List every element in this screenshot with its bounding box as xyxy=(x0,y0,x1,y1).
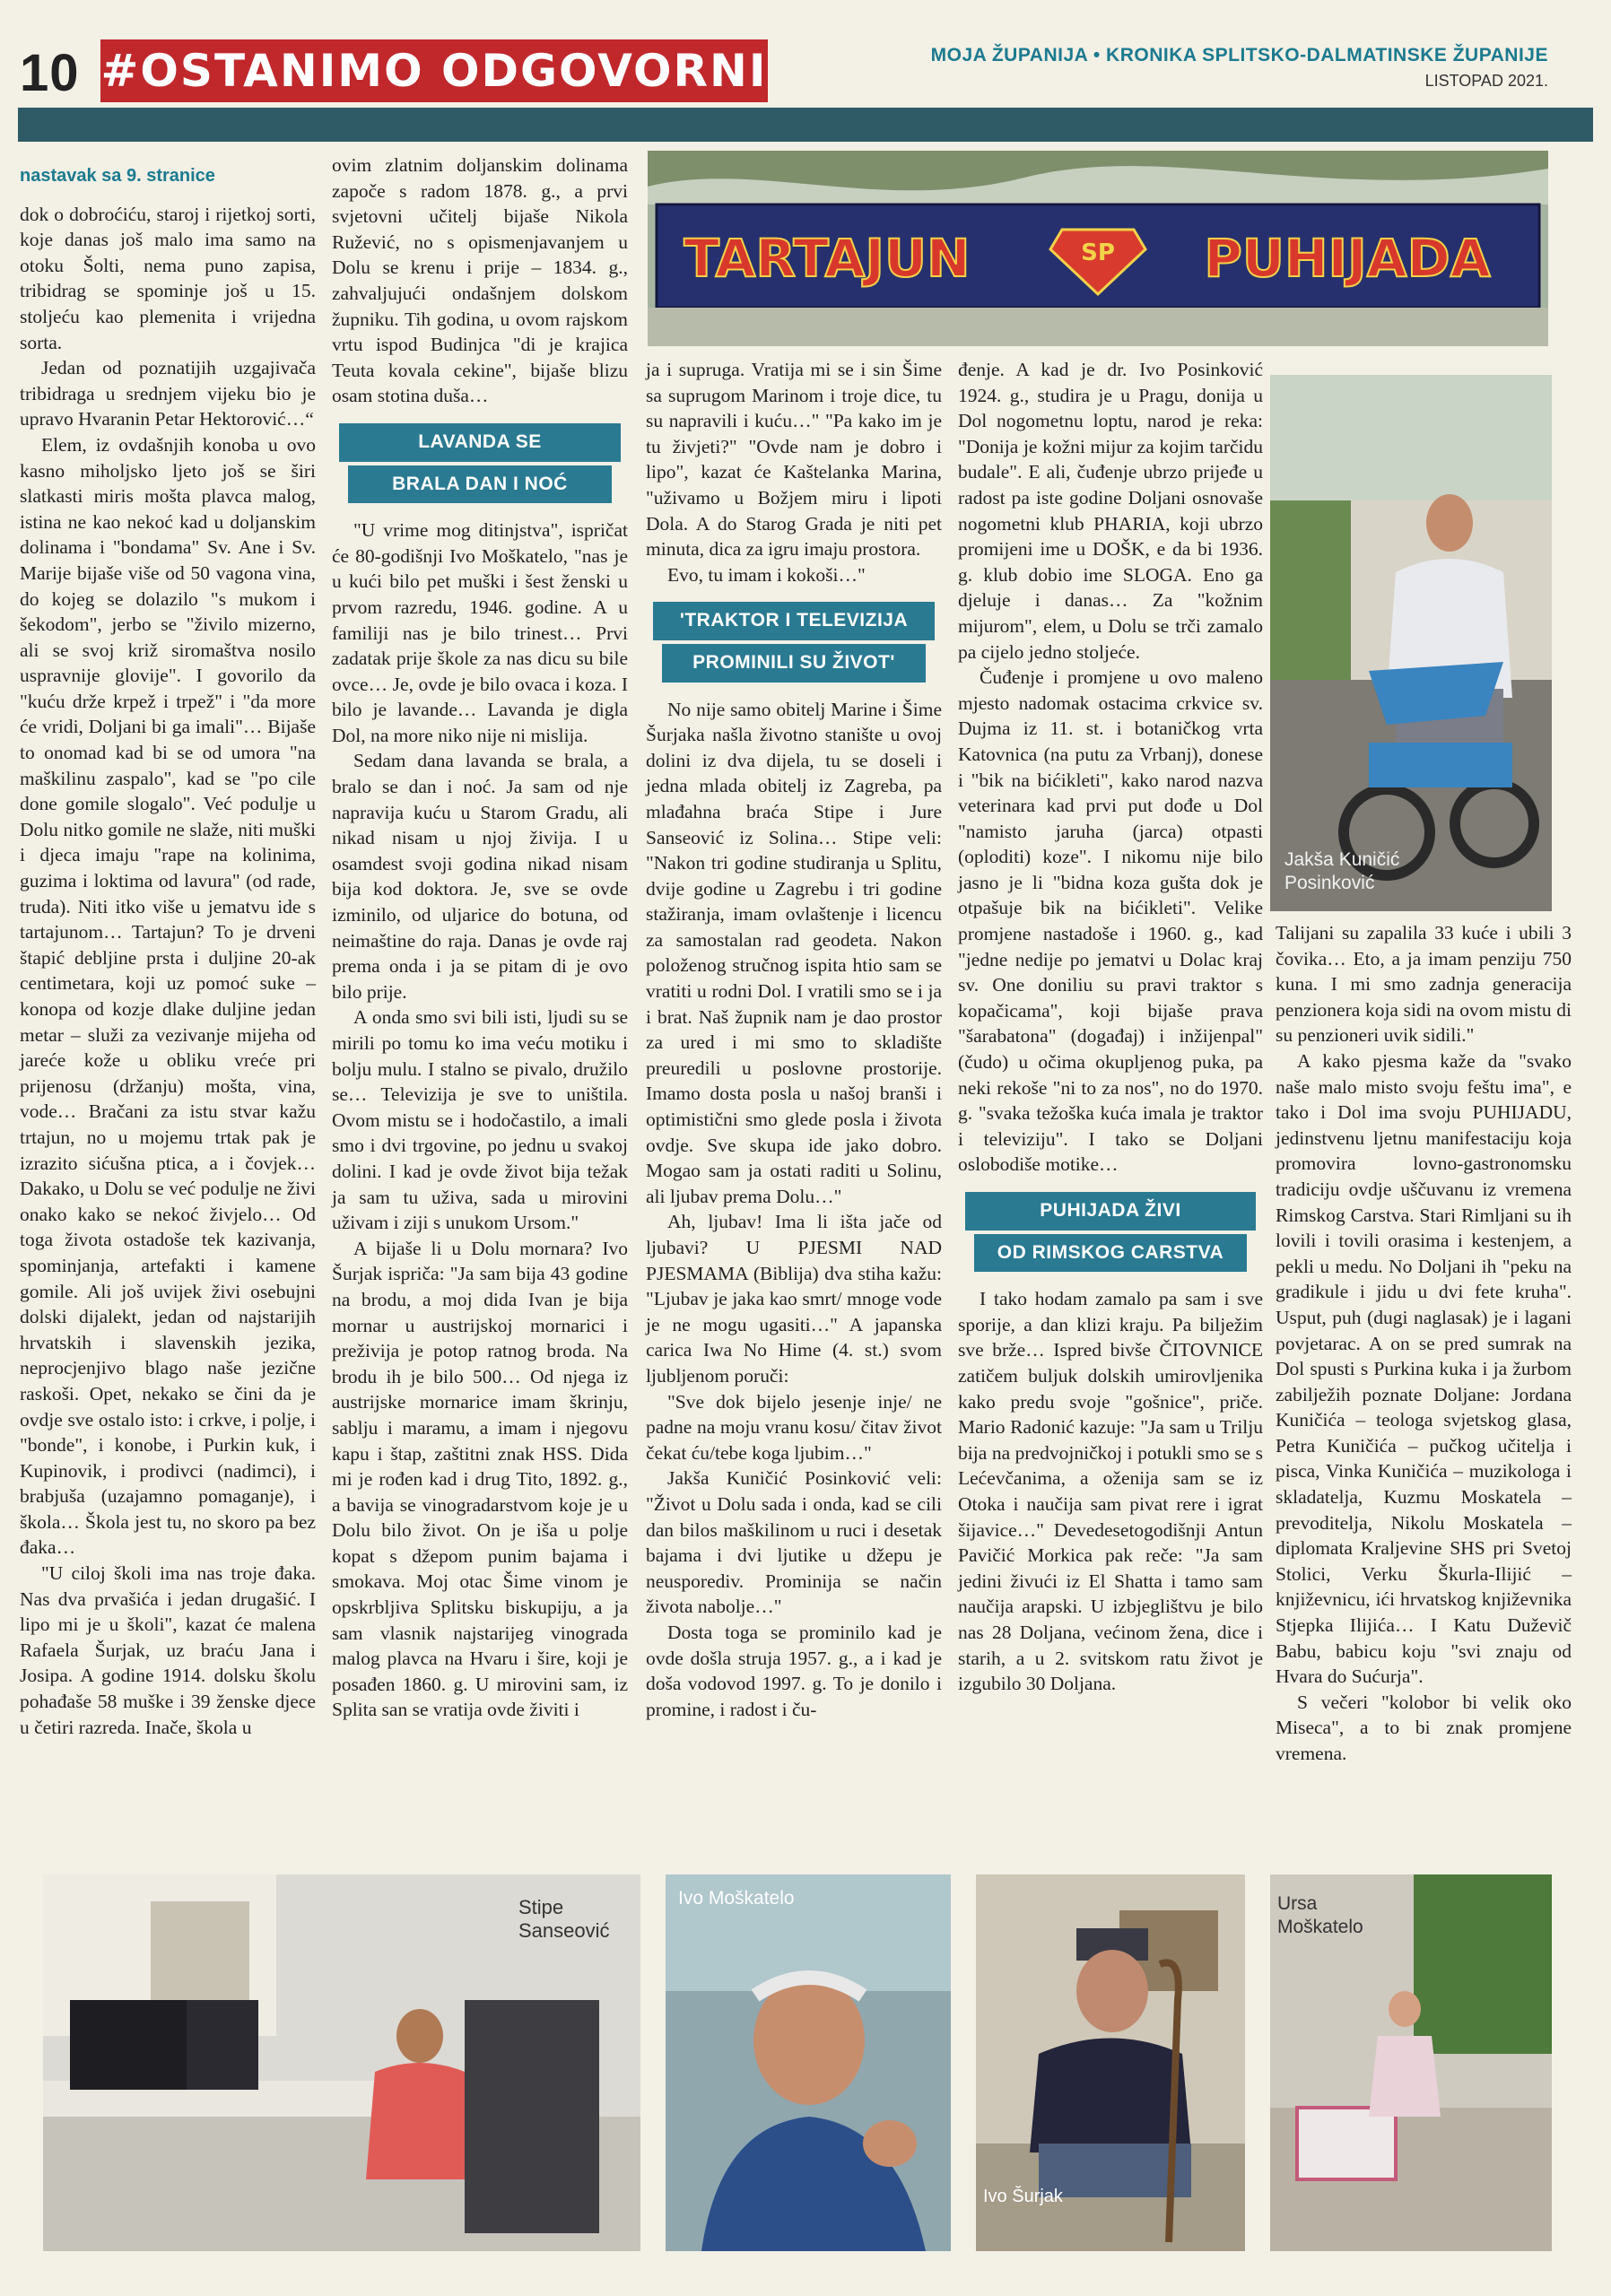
publication-name: MOJA ŽUPANIJA • KRONIKA SPLITSKO-DALMATINSKE ŽUPANIJE xyxy=(930,45,1548,65)
section-title: #OSTANIMO ODGOVORNI xyxy=(100,39,768,102)
subheading-line: OD RIMSKOG CARSTVA xyxy=(974,1234,1247,1273)
photo-caption: Jakša Kuničić Posinković xyxy=(1284,849,1400,893)
portrait-image xyxy=(666,1874,951,2251)
paragraph: "Sve dok bijelo jesenje inje/ ne padne na moju vranu kosu/ čitav život čekat ću/tebe koga ljubim…" xyxy=(646,1390,942,1464)
photo-caption: Ivo Šurjak xyxy=(983,2187,1063,2206)
subheading-puhijada xyxy=(958,1192,1263,1272)
paragraph: Dosta toga se prominilo kad je ovde došla struja 1957. g., a i kad je doša vodovod 1997. g. To je donilo i promine, i radost i ču- xyxy=(646,1621,942,1720)
column-4 xyxy=(958,357,1263,1697)
ivo-surjak-photo xyxy=(976,1874,1245,2251)
photo-caption: Ivo Moškatelo xyxy=(678,1888,795,1909)
motorbike-image xyxy=(1270,375,1552,911)
photo-caption: Stipe Sanseović xyxy=(518,1896,610,1942)
banner-photo xyxy=(648,151,1548,346)
paragraph: ja i supruga. Vratija mi se i sin Šime sa suprugom Marinom i troje dice, tu su napravili i kuću…" "Pa kako im je tu živjeti?" "Ovde nam je dobro i lipo", kazat će Kaštelanka Marina, "uživamo u Božjem miru i lipoti Dola. A do Starog Grada je niti pet minuta, dica za igru imaju prostora. xyxy=(646,359,942,561)
subheading-lavanda xyxy=(332,423,628,503)
paragraph: "U vrime mog ditinjstva", ispričat će 80-godišnji Ivo Moškatelo, "nas je u kući bilo pet muški i šest ženski u prvom razredu, 1946. godine. A u familiji nas je bilo trinest… Prvi zadatak prije škole za nas dicu su bile ovce… Je, ovde je bilo ovaca i koza. I bilo je lavande… Lavanda je digla Dol, na more niko nije ni mislija. xyxy=(332,519,628,746)
column-5 xyxy=(1276,920,1572,1767)
stipe-photo xyxy=(43,1874,640,2251)
publication-info xyxy=(931,45,1548,91)
header-rule xyxy=(18,108,1593,142)
paragraph: Elem, iz ovdašnjih konoba u ovo kasno miholjsko ljeto još se širi slatkasti miris mošta plavca malog, istina ne kao nekoć kad u doljanskim dolinama i "bondama" Sv. Ane i Sv. Marije bijaše više od 50 vagona vina, do kojeg se dolazilo "s mukom i šekodom", jerbo se "živilo mizerno, ali se svoj križ siromaštva nosilo uspravnije glovije". I govorilo da "kuću drže krpež i trpež" i "da more će vridi, Doljani bi ga imali"… Bijaše to onomad kad bi se od umora "na maškilinu zaspalo", kad se "po cile done gomile slogalo". Već podulje u Dolu nitko gomile ne slaže, niti muški i djeca imaju "rape na kolinima, guzima i loktima od lavura" (od rade, truda). Niti itko više u jematvu ide s tartajunom… Tartajun? To je drveni štapić debljine prsta i duljine 20-ak centimetara, koji uz pomoć suke – konopa od kozje dlake duljine jedan metar – služi za vezivanje mijeha od jareće kože u obliku vreće pri prijenosu (držanju) mošta, vina, vode… Bračani za istu stvar kažu trtajun, no u mojemu trtak pak je izrazito sićušna ptica, a i čovjek… Dakako, u Dolu se već podulje ne živi onako kako se nekoć živjelo… Od toga života ostadoše tek kazivanja, spominjanja, artefakti i kamene gomile. Ali još uvijek živi osebujni dolski dijalekt, jedan od najstarijih hrvatskih i slavenskih jezika, neprocjenjivo blago naše jezične raskoši. Opet, nekako se čini da je ovdje sve ostalo isto: i crkve, i polje, i "bonde", i konobe, i Purkin kuk, i Kupinovik, i prodivci (nadimci), i brabjuša (uzajamno pomaganje), i škola… Škola jest tu, no skoro pa bez đaka… xyxy=(20,433,316,1559)
column-2 xyxy=(332,152,628,1723)
subheading-line: LAVANDA SE xyxy=(339,423,621,462)
column-3 xyxy=(646,357,942,1722)
ivo-moskatelo-photo xyxy=(666,1874,951,2251)
paragraph: Talijani su zapalila 33 kuće i ubili 3 čovika… Eto, a ja imam penziju 750 kuna. I mi smo zadnja generacija penzionera koja sidi na ovom mistu di su penzioneri uvik sidili." xyxy=(1276,922,1572,1047)
paragraph: Jedan od poznatijih uzgajivača tribidraga u srednjem vijeku bio je upravo Hvaranin Petar Hektorović…“ xyxy=(20,357,316,430)
issue-date: LISTOPAD 2021. xyxy=(1424,72,1548,90)
paragraph: dok o dobroćiću, staroj i rijetkoj sorti, koje danas još malo ima samo na otoku Šolti, nema puno zapisa, tribidrag se spominje još u 15. stoljeću kao plemenita i vrijedna sorta. xyxy=(20,203,316,353)
banner-logo-text: SP xyxy=(1081,239,1115,266)
paragraph: A kako pjesma kaže da "svako naše malo misto svoju feštu ima", e tako i Dol ima svoju PUHIJADU, jedinstvenu ljetnu manifestaciju koja promovira lovno-gastronomsku tradiciju ovdje uščuvanu iz vremena Rimskog Carstva. Stari Rimljani su ih lovili i tovili orasima i kestenjem, a pekli u medu. No Doljani ih "peku na gradikule i jidu u dvi fete kruha". Usput, puh (dugi naglasak) je i lagani povjetarac. A on se pred sumrak na Dol spusti s Purkina kuka i ja žurbom zabilježih poznate Doljane: Jordana Kuničića – teologa svjetskog glasa, Petra Kuničića – pučkog učitelja i pisca, Vinka Kuničića – muzikologa i skladatelja, Kuzmu Moskatela – prevoditelja, Nikolu Moskatela – diplomata Kraljevine SHS pri Svetoj Stolici, Verku Škurla-Ilijić – književnicu, ići hrvatskog književnika Stjepka Ilijića… I Katu Duževič Babu, babicu koju "svi znaju od Hvara do Sućurja". xyxy=(1276,1049,1572,1688)
photo-caption: Ursa Moškatelo xyxy=(1277,1893,1363,1937)
paragraph: "U ciloj školi ima nas troje đaka. Nas dva prvašića i jedan drugašić. I lipo mi je u školi", kazat će malena Rafaela Šurjak, uz braću Jana i Josipa. A godine 1914. dolsku školu pohađaše 58 muške i 39 ženske djece u četiri razreda. Inače, škola u xyxy=(20,1562,316,1738)
paragraph: ovim zlatnim doljanskim dolinama započe s radom 1878. g., a prvi svjetovni učitelj bijaše Nikola Ružević, no s opismenjavanjem u Dolu se krenu i prije – 1834. g., zahvaljujući ondašnjem dolskom župniku. Tih godina, u ovom rajskom vrtu ispod Budinjca "di je krajica Teuta kovala cekine", bijaše blizu osam stotina duša… xyxy=(332,154,628,407)
subheading-line: BRALA DAN I NOĆ xyxy=(348,465,612,504)
paragraph: S večeri "kolobor bi velik oko Miseca", a to bi znak promjene vremena. xyxy=(1276,1691,1572,1764)
paragraph: A onda smo svi bili isti, ljudi su se mirili po tomu ko ima veću motiku i bolju mulu. I stalno se pivalo, družilo se… Televizija je sve to uništila. Ovom mistu se i hodočastilo, a imali smo i dvi trgovine, po jednu u svakoj dolini. I kad je ovde život bija težak ja sam tu uživa, sada u mirovini uživam i ziji s unukom Ursom." xyxy=(332,1006,628,1234)
paragraph: Ah, ljubav! Ima li išta jače od ljubavi? U PJESMI NAD PJESMAMA (Biblija) dva stiha kažu: "Ljubav je jaka kao smrt/ mnoge vode je ne mogu ugasiti…" A japanska carica Iwa No Hime (4. st.) svom ljubljenom poruči: xyxy=(646,1211,942,1387)
ursa-moskatelo-photo xyxy=(1270,1874,1552,2251)
paragraph: đenje. A kad je dr. Ivo Posinković 1924. g., studira je u Pragu, donija u Dol nogometnu loptu, narod je reka: "Donija je kožni mijur za kojim tarčidu budale". E ali, čuđenje ubrzo prijeđe u radost pa iste godine Doljani osnovaše nogometni klub PHARIA, koji ubrzo promijeni ime u DOŠK, e da bi 1936. g. klub dobio ime SLOGA. Eno ga djeluje i danas… Za "kožnim mijurom", elem, u Dolu se trči zamalo pa cijelo jedno stoljeće. xyxy=(958,359,1263,663)
subheading-traktor xyxy=(646,602,942,682)
paragraph: No nije samo obitelj Marine i Šime Šurjaka našla životno stanište u ovoj dolini iz dva dijela, tu se doseli i jedna mlada obitelj iz Zagreba, pa mlađahna braća Stipe i Jure Sanseović iz Solina… Stipe veli: "Nakon tri godine studiranja u Splitu, dvije godine u Zagrebu i tri godine stažiranja, imam ovlaštenje i licencu za samostalan rad geodeta. Nakon položenog stručnog ispita htio sam se vratiti u rodni Dol. I vratili smo se i ja i brat. Naš župnik nam je dao prostor za ured i mi smo to skladište preuredili u poslovne prostorije. Imamo dosta posla u našoj branši i optimistični smo glede posla i života ovdje. Sve skupa ide jako dobro. Mogao sam ja ostati raditi u Solinu, ali ljubav prema Dolu…" xyxy=(646,698,942,1207)
paragraph: I tako hodam zamalo pa sam i sve sporije, a dan klizi kraju. Pa bilježim sve brže… Ispred bivše ČITOVNICE zatičem buljuk dolskih umirovljenika kako predu svoje "gošnice", priče. Mario Radonić kazuje: "Ja sam u Trilju bija na predvojničkoj i potukli smo se s Lećevčanima, a oženija sam se iz Otoka i naučija sam pivat rere i igrat šijavice…" Devedesetogodišnji Antun Pavičić Morkica pak reče: "Ja sam jedini živući iz El Shatta i tamo sam naučija arapski. U izbjeglištvu je bilo nas 28 Doljana, većinom žena, dice i starih, a u 2. svitskom ratu život je izgubilo 30 Doljana. xyxy=(958,1288,1263,1695)
paragraph: Jakša Kuničić Posinković veli: "Život u Dolu sada i onda, kad se cili dan bilos maškilinom u ruci i desetak bajama i dvi ljutike u džepu je neusporediv. Prominija se način života nabolje…" xyxy=(646,1467,942,1618)
subheading-line: 'TRAKTOR I TELEVIZIJA xyxy=(653,602,935,640)
column-1 xyxy=(20,152,316,1740)
paragraph: Čuđenje i promjene u ovo maleno mjesto nadomak ostacima crkvice sv. Dujma iz 11. st. i botaničkog vrta Katovnica (na putu za Vrbanj), donese i "bik na bićikleti", kako narod nazva veterinara kad prvi put dođe u Dol "namisto jaruha (jarca) otpasti (oploditi) koze". I nikomu nije bilo jasno je li "bidna koza gušta dok je otpašuje bik na bićikleti". Velike promjene nastadoše i 1960. g., kad "jedne nedije po jematvi u Dolac kraj sv. One doniliu su pravi traktor s kopačicama", koji bijaše prava "šarabatona" (događaj) i inžijenpal" (čudo) u očima okupljenog puka, pa neki rekoše "ni to za nos", no do 1970. g. "svaka težoška kuća imala je traktor i televiziju". I tako se Doljani oslobodiše motike… xyxy=(958,666,1263,1176)
subheading-line: PUHIJADA ŽIVI xyxy=(965,1192,1256,1231)
banner-text-left: TARTAJUN xyxy=(684,228,971,289)
paragraph: A bijaše li u Dolu mornara? Ivo Šurjak ispriča: "Ja sam bija 43 godine na brodu, a moj dida Ivan je bija mornar u austrijskoj mornarici i preživija je potop ratnog broda. Na brodu ih je bilo 500… Od njega iz austrijske mornarice imam škrinju, sablju i maramu, a imam i njegovu kapu i štap, zaštitni znak HSS. Dida mi je rođen kad i drug Tito, 1892. g., a bavija se vinogradarstvom koje je u Dolu bilo život. On je iša u polje kopat s džepom punim bajama i smokava. Moj otac Šime vinom je opskrbljiva Splitsku biskupiju, a ja sam vlasnik najstarijeg vinograda malog plavca na Hvaru i šire, koji je posađen 1860. g. U mirovini sam, iz Splita san se vratija ovde živiti i xyxy=(332,1237,628,1721)
motorbike-photo xyxy=(1270,375,1552,911)
continued-label: nastavak sa 9. stranice xyxy=(20,166,215,186)
paragraph: Sedam dana lavanda se brala, a bralo se dan i noć. Ja sam od nje napravija kuću u Starom Gradu, ali nikad nisam u njoj živija. I u osamdest svoji godina nikad nisam bija kod doktora. Je, sve se ovde izminilo, od uljarice do botuna, od neimaštine do raja. Danas je ovde raj prema onda i ja se pitam di je ovo bilo prije. xyxy=(332,750,628,1003)
subheading-line: PROMINILI SU ŽIVOT' xyxy=(662,644,926,683)
page-number: 10 xyxy=(20,44,80,102)
banner-image xyxy=(648,151,1548,346)
paragraph: Evo, tu imam i kokoši…" xyxy=(667,563,866,586)
banner-text-right: PUHIJADA xyxy=(1204,228,1491,289)
